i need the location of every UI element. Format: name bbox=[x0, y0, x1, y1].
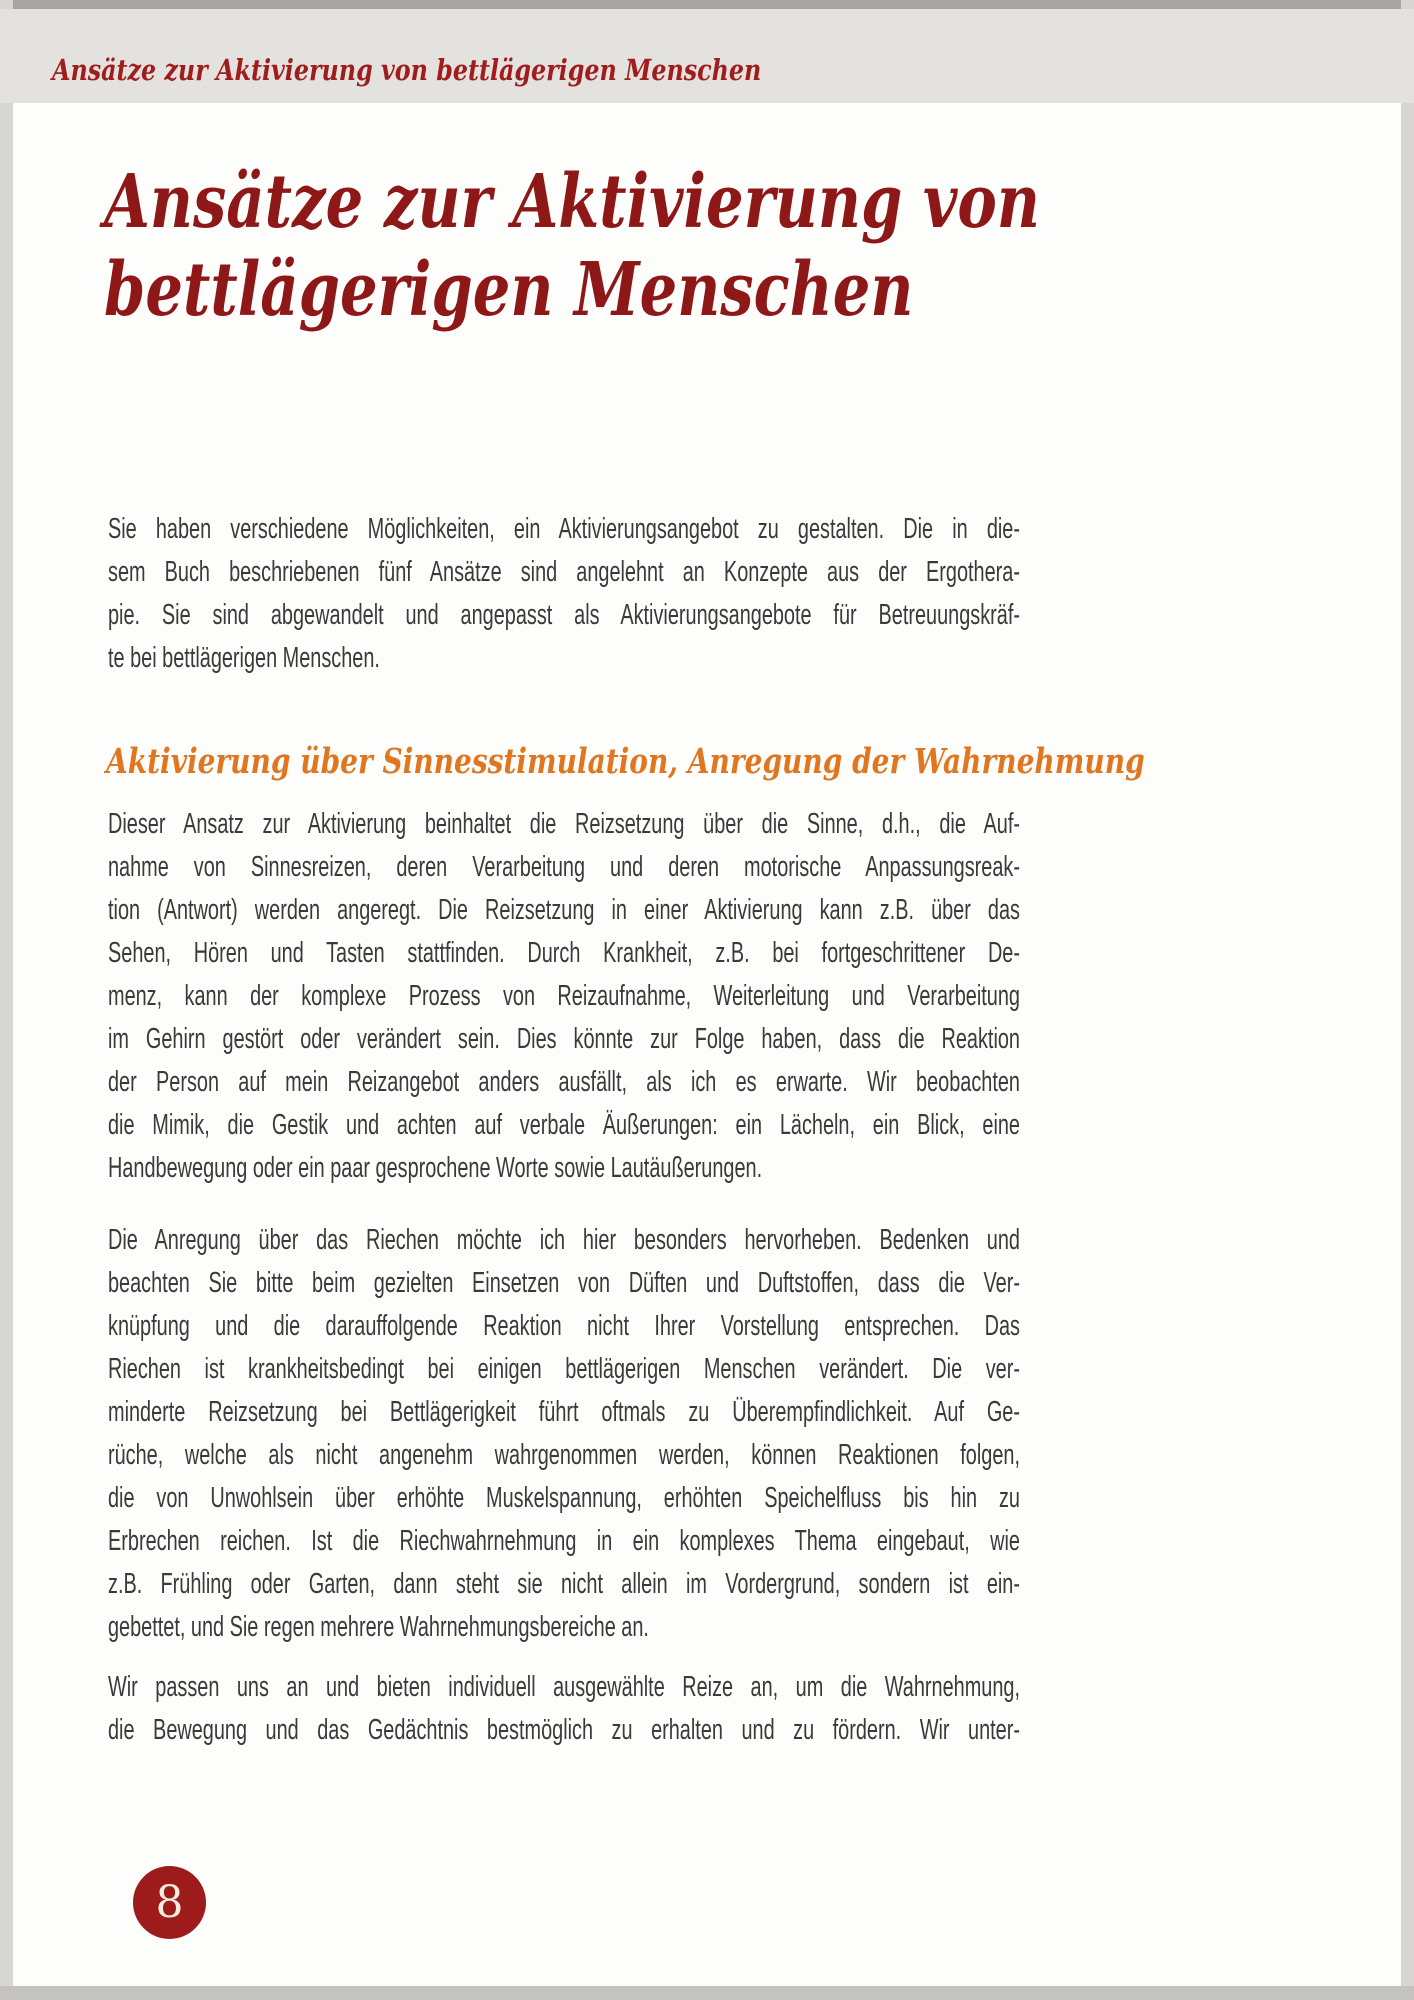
text-line: rüche, welche als nicht angenehm wahrgenommen werden, können Reaktionen folgen, bbox=[108, 1439, 1020, 1471]
text-line: der Person auf mein Reizangebot anders ausfällt, als ich es erwarte. Wir beobachten bbox=[108, 1066, 1020, 1098]
text-line: Sehen, Hören und Tasten stattfinden. Durch Krankheit, z.B. bei fortgeschrittener De- bbox=[108, 937, 1020, 969]
page-edge-top bbox=[0, 0, 1414, 9]
text-line: Wir passen uns an und bieten individuell ausgewählte Reize an, um die Wahrnehmung, bbox=[108, 1671, 1020, 1703]
text-line: die von Unwohlsein über erhöhte Muskelspannung, erhöhten Speichelfluss bis hin zu bbox=[108, 1482, 1020, 1514]
text-line: beachten Sie bitte beim gezielten Einsetzen von Düften und Duftstoffen, dass die Ver- bbox=[108, 1267, 1020, 1299]
text-line: te bei bettlägerigen Menschen. bbox=[108, 642, 380, 674]
chapter-title bbox=[104, 158, 1040, 334]
text-line: Sie haben verschiedene Möglichkeiten, ein Aktivierungsangebot zu gestalten. Die in die- bbox=[108, 513, 1020, 545]
section-subheading: Aktivierung über Sinnesstimulation, Anregung der Wahrnehmung bbox=[106, 741, 1145, 782]
running-header-band bbox=[0, 9, 1414, 103]
chapter-title-line2: bettlägerigen Menschen bbox=[104, 247, 914, 333]
text-line: Erbrechen reichen. Ist die Riechwahrnehmung in ein komplexes Thema eingebaut, wie bbox=[108, 1525, 1020, 1557]
text-line: minderte Reizsetzung bei Bettlägerigkeit führt oftmals zu Überempfindlichkeit. Auf Ge- bbox=[108, 1396, 1020, 1428]
text-line: z.B. Frühling oder Garten, dann steht sie nicht allein im Vordergrund, sondern ist ein- bbox=[108, 1568, 1020, 1600]
body-paragraph bbox=[108, 1219, 1020, 1649]
text-line: Riechen ist krankheitsbedingt bei einigen bettlägerigen Menschen verändert. Die ver- bbox=[108, 1353, 1020, 1385]
text-line: Die Anregung über das Riechen möchte ich hier besonders hervorheben. Bedenken und bbox=[108, 1224, 1020, 1256]
text-line: gebettet, und Sie regen mehrere Wahrnehmungsbereiche an. bbox=[108, 1611, 649, 1643]
text-line: pie. Sie sind abgewandelt und angepasst als Aktivierungsangebote für Betreuungskräf- bbox=[108, 599, 1020, 631]
text-line: im Gehirn gestört oder verändert sein. Dies könnte zur Folge haben, dass die Reaktion bbox=[108, 1023, 1020, 1055]
text-line: die Bewegung und das Gedächtnis bestmöglich zu erhalten und zu fördern. Wir unter- bbox=[108, 1714, 1020, 1746]
text-line: menz, kann der komplexe Prozess von Reizaufnahme, Weiterleitung und Verarbeitung bbox=[108, 980, 1020, 1012]
body-paragraph bbox=[108, 508, 1020, 680]
text-line: nahme von Sinnesreizen, deren Verarbeitung und deren motorische Anpassungsreak- bbox=[108, 851, 1020, 883]
chapter-title-line1: Ansätze zur Aktivierung von bbox=[104, 159, 1040, 245]
body-paragraph bbox=[108, 803, 1020, 1190]
text-line: Dieser Ansatz zur Aktivierung beinhaltet die Reizsetzung über die Sinne, d.h., die Auf- bbox=[108, 808, 1020, 840]
running-header-title: Ansätze zur Aktivierung von bettlägerigen Menschen bbox=[52, 53, 762, 87]
page-number-badge bbox=[133, 1866, 206, 1939]
text-line: Handbewegung oder ein paar gesprochene Worte sowie Lautäußerungen. bbox=[108, 1152, 763, 1184]
text-line: knüpfung und die darauffolgende Reaktion nicht Ihrer Vorstellung entsprechen. Das bbox=[108, 1310, 1020, 1342]
page-edge-right bbox=[1401, 0, 1414, 2000]
body-paragraph bbox=[108, 1666, 1020, 1752]
page-edge-left bbox=[0, 0, 13, 2000]
page-edge-bottom bbox=[0, 1986, 1414, 2000]
text-line: tion (Antwort) werden angeregt. Die Reizsetzung in einer Aktivierung kann z.B. über das bbox=[108, 894, 1020, 926]
text-line: die Mimik, die Gestik und achten auf verbale Äußerungen: ein Lächeln, ein Blick, eine bbox=[108, 1109, 1020, 1141]
page-number: 8 bbox=[155, 1876, 184, 1928]
text-line: sem Buch beschriebenen fünf Ansätze sind angelehnt an Konzepte aus der Ergothera- bbox=[108, 556, 1020, 588]
